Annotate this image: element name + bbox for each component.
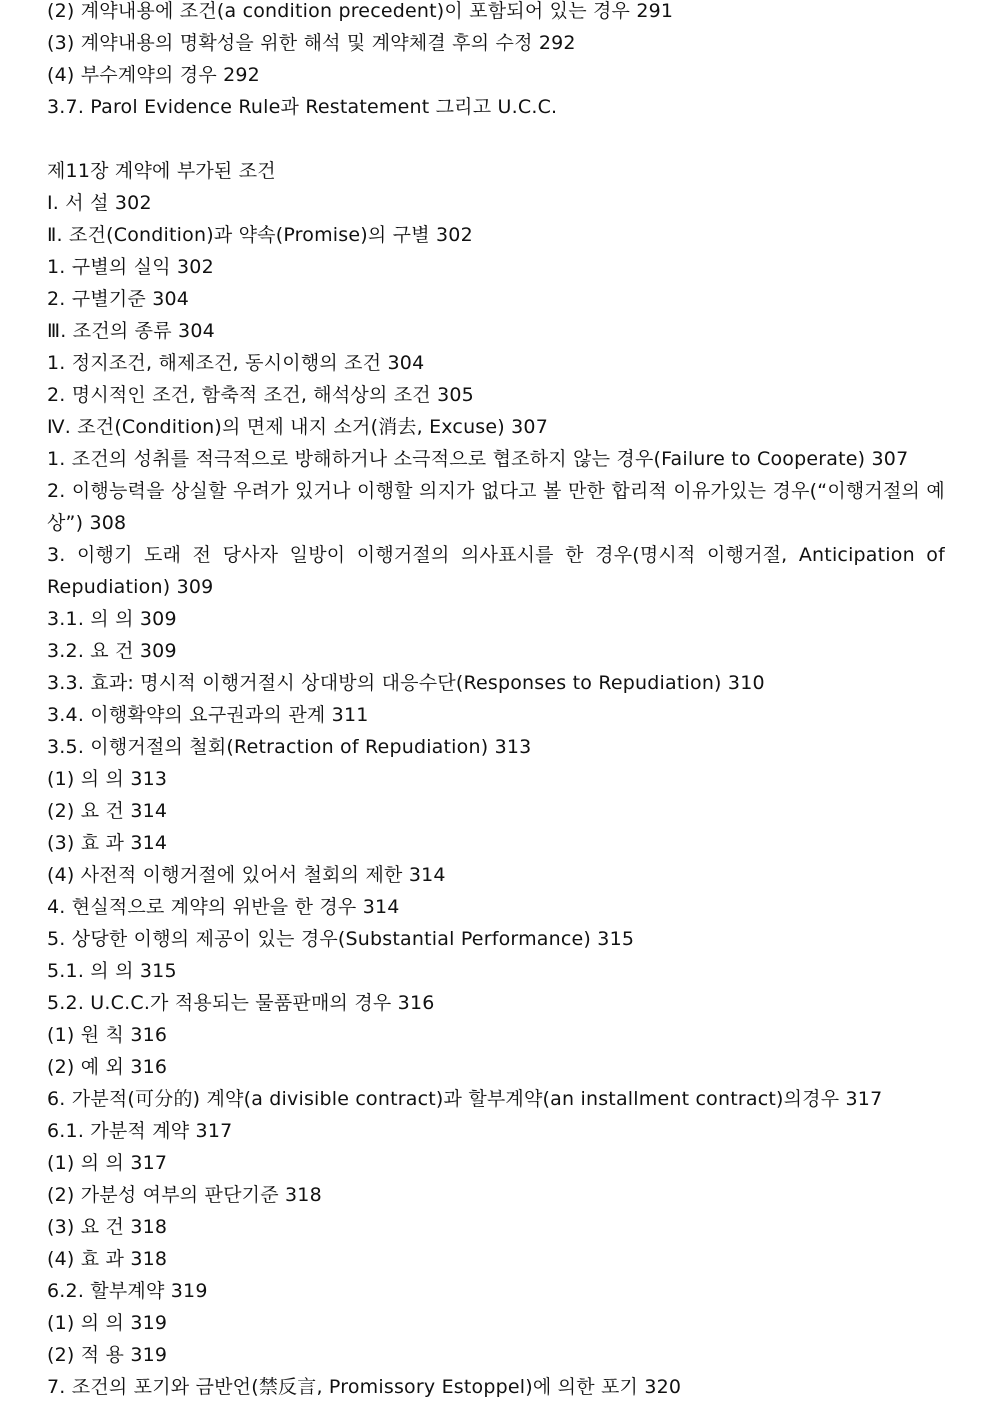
toc-line: 5.2. U.C.C.가 적용되는 물품판매의 경우 316 — [47, 992, 435, 1014]
toc-line: 1. 정지조건, 해제조건, 동시이행의 조건 304 — [47, 352, 425, 374]
toc-line: (1) 원 칙 316 — [47, 1024, 168, 1046]
toc-line: 5.1. 의 의 315 — [47, 960, 177, 982]
toc-line: 2. 명시적인 조건, 함축적 조건, 해석상의 조건 305 — [47, 384, 474, 406]
toc-line: (1) 의 의 319 — [47, 1312, 168, 1334]
table-of-contents — [47, 0, 945, 1403]
toc-line: 5. 상당한 이행의 제공이 있는 경우(Substantial Performance) 315 — [47, 928, 635, 950]
toc-line: 1. 조건의 성취를 적극적으로 방해하거나 소극적으로 협조하지 않는 경우(Failure to Cooperate) 307 — [47, 448, 909, 470]
toc-line: 6.1. 가분적 계약 317 — [47, 1120, 233, 1142]
toc-line: 4. 현실적으로 계약의 위반을 한 경우 314 — [47, 896, 400, 918]
toc-line: 3.3. 효과: 명시적 이행거절시 상대방의 대응수단(Responses to Repudiation) 310 — [47, 672, 765, 694]
chapter-heading: 제11장 계약에 부가된 조건 — [47, 160, 276, 182]
blank-line — [47, 123, 945, 155]
toc-line: (2) 적 용 319 — [47, 1344, 168, 1366]
toc-line: (2) 요 건 314 — [47, 800, 168, 822]
toc-line-wrapped-end: Repudiation) 309 — [47, 576, 214, 598]
toc-line: Ⅰ. 서 설 302 — [47, 192, 152, 214]
toc-line: 2. 구별기준 304 — [47, 288, 190, 310]
toc-line: (3) 계약내용의 명확성을 위한 해석 및 계약체결 후의 수정 292 — [47, 32, 576, 54]
toc-line: (2) 예 외 316 — [47, 1056, 168, 1078]
toc-line: (3) 효 과 314 — [47, 832, 168, 854]
toc-line: 3.4. 이행확약의 요구권과의 관계 311 — [47, 704, 369, 726]
toc-line: (1) 의 의 313 — [47, 768, 168, 790]
toc-line: (3) 요 건 318 — [47, 1216, 168, 1238]
toc-line-wrapped-start: 2. 이행능력을 상실할 우려가 있거나 이행할 의지가 없다고 볼 만한 합리적 이유가있는 경우(“이행거절의 예 — [47, 480, 945, 502]
toc-line: (2) 가분성 여부의 판단기준 318 — [47, 1184, 322, 1206]
toc-line: 3.7. Parol Evidence Rule과 Restatement 그리고 U.C.C. — [47, 96, 558, 118]
toc-line-wrapped-end: 상”) 308 — [47, 512, 127, 534]
toc-line-wrapped-start: 3. 이행기 도래 전 당사자 일방이 이행거절의 의사표시를 한 경우(명시적 이행거절, Anticipation of — [47, 544, 945, 566]
toc-line: Ⅳ. 조건(Condition)의 면제 내지 소거(消去, Excuse) 307 — [47, 416, 549, 438]
toc-line: 1. 구별의 실익 302 — [47, 256, 214, 278]
toc-line: Ⅱ. 조건(Condition)과 약속(Promise)의 구별 302 — [47, 224, 473, 246]
toc-line: 7. 조건의 포기와 금반언(禁反言, Promissory Estoppel)에 의한 포기 320 — [47, 1376, 682, 1398]
toc-line: (2) 계약내용에 조건(a condition precedent)이 포함되어 있는 경우 291 — [47, 0, 674, 22]
toc-line: (4) 부수계약의 경우 292 — [47, 64, 260, 86]
toc-line: Ⅲ. 조건의 종류 304 — [47, 320, 215, 342]
toc-line: (4) 효 과 318 — [47, 1248, 168, 1270]
toc-line: 3.5. 이행거절의 철회(Retraction of Repudiation) 313 — [47, 736, 532, 758]
toc-line: (4) 사전적 이행거절에 있어서 철회의 제한 314 — [47, 864, 446, 886]
toc-line: 6.2. 할부계약 319 — [47, 1280, 208, 1302]
toc-line: 6. 가분적(可分的) 계약(a divisible contract)과 할부계약(an installment contract)의경우 317 — [47, 1088, 883, 1110]
toc-line: 3.1. 의 의 309 — [47, 608, 177, 630]
toc-line: (1) 의 의 317 — [47, 1152, 168, 1174]
toc-line: 3.2. 요 건 309 — [47, 640, 177, 662]
